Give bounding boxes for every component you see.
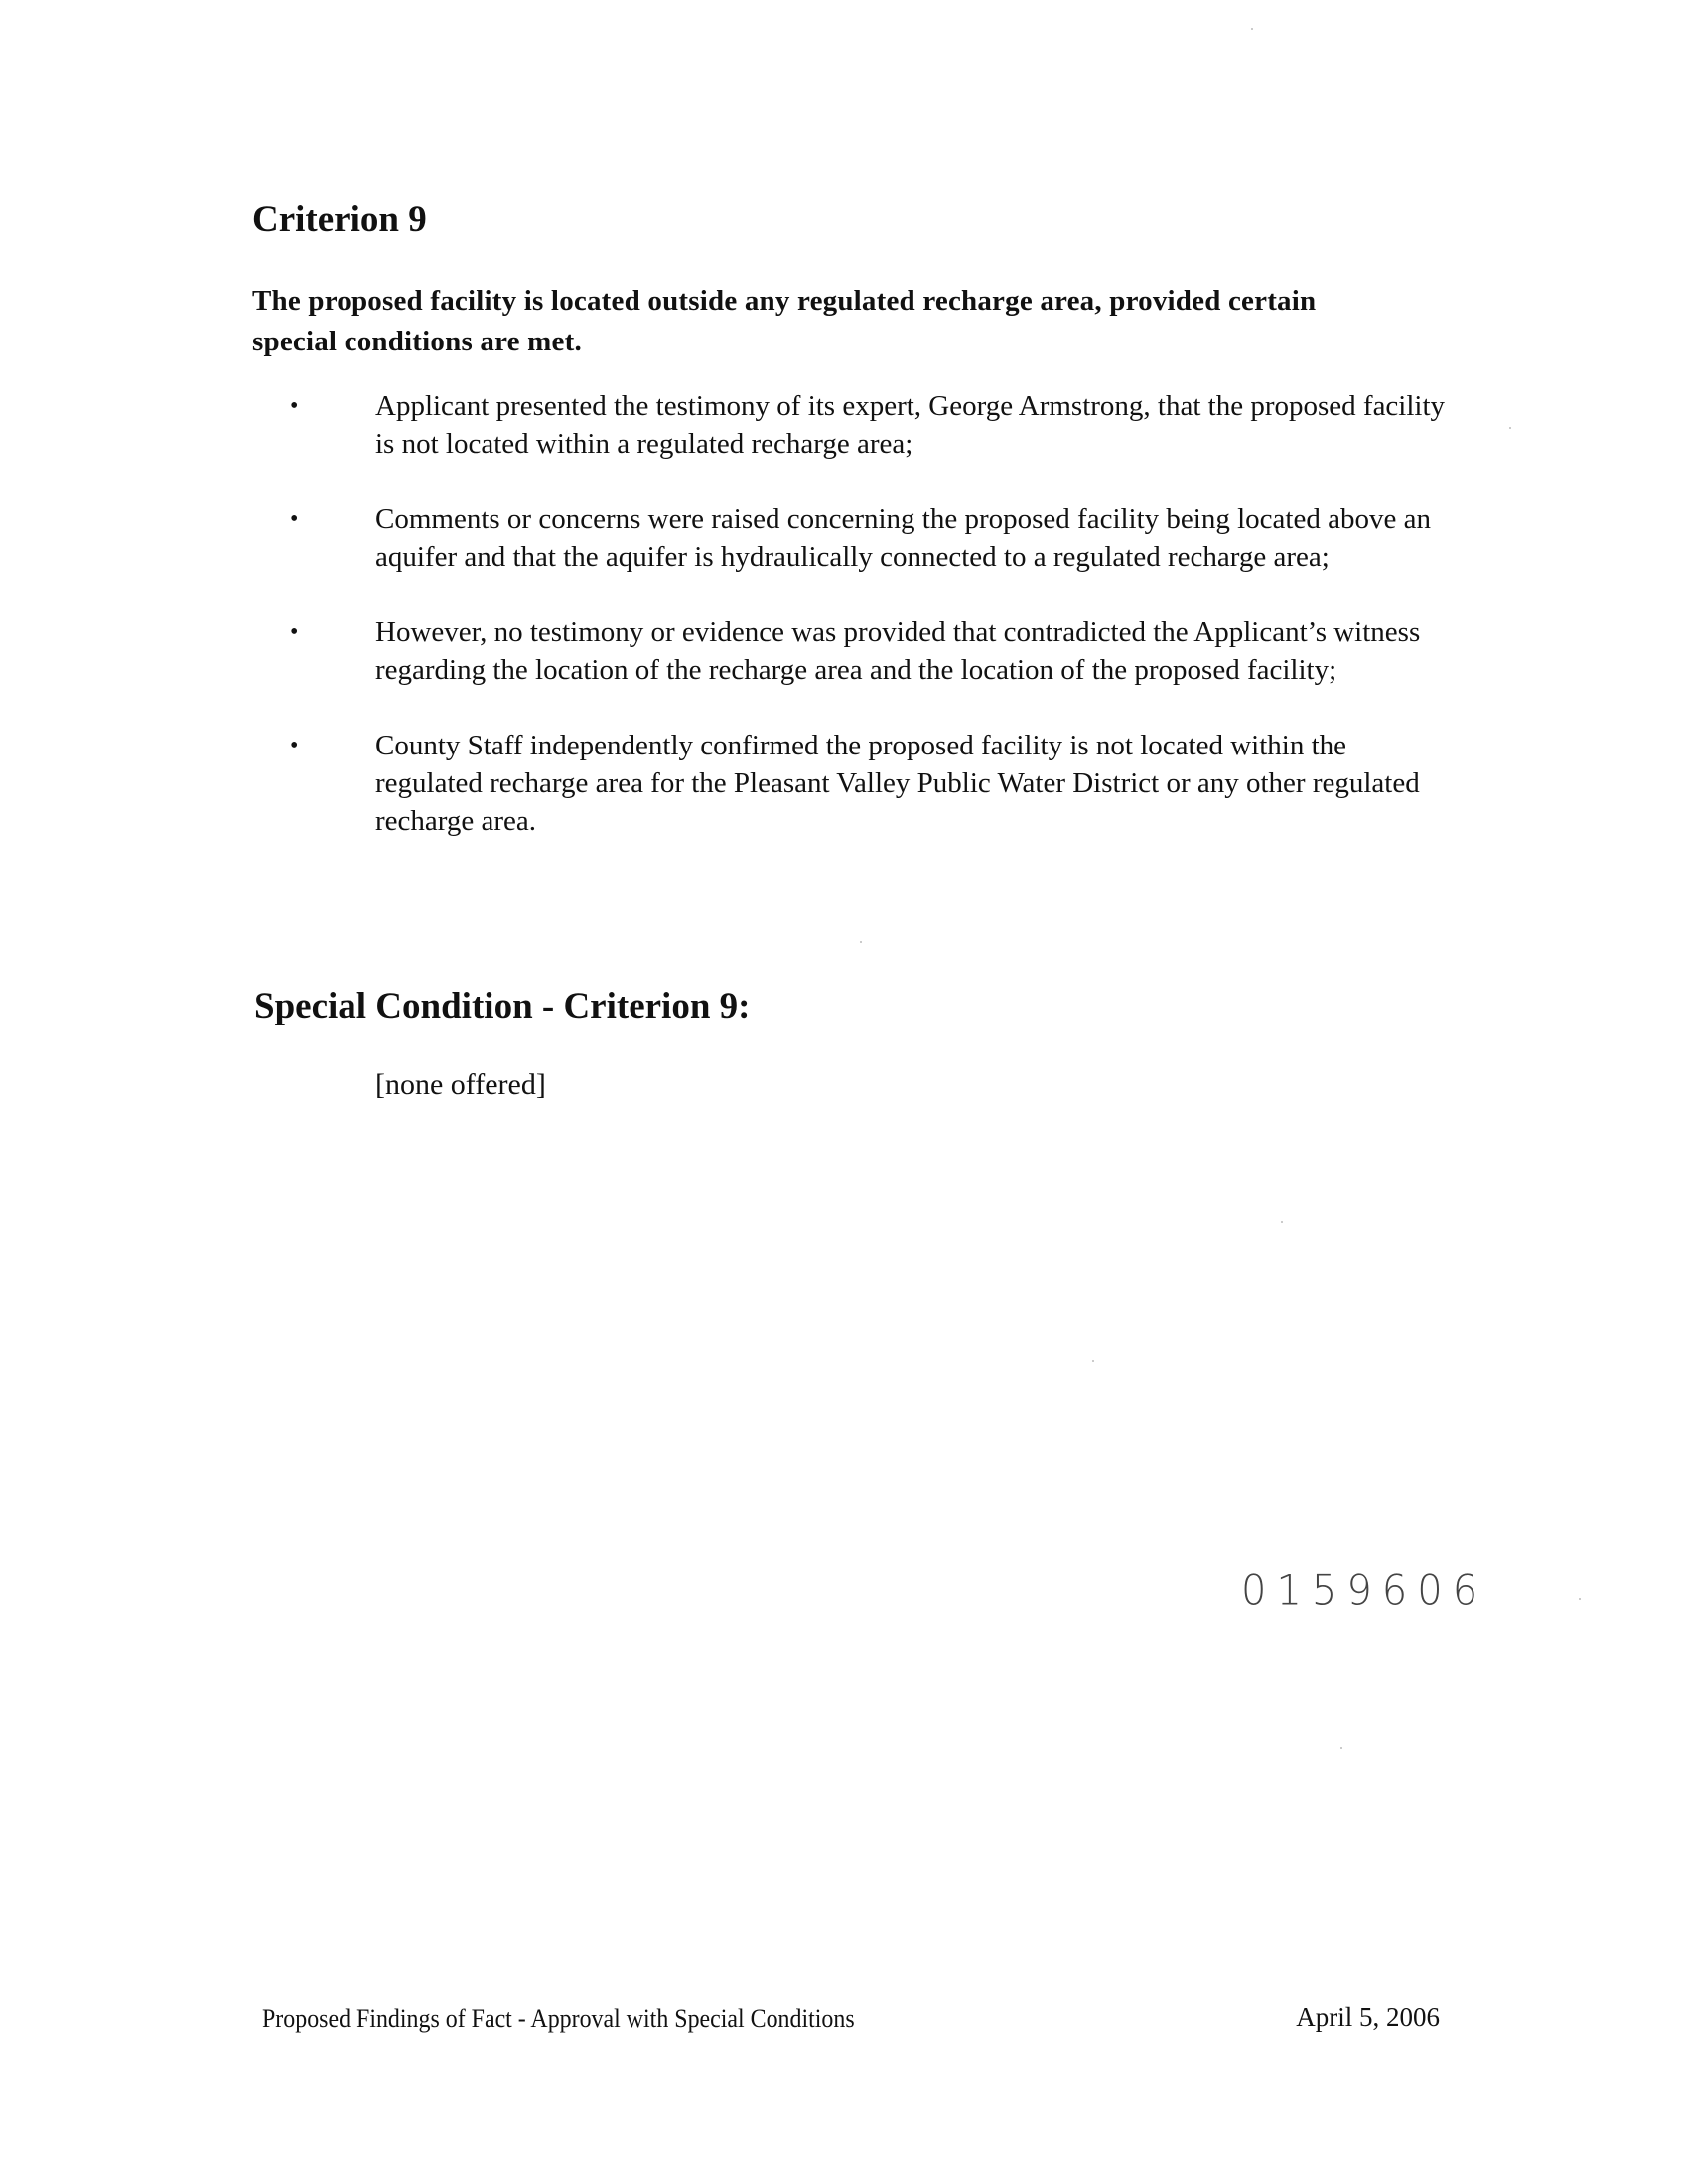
bullet-icon: • bbox=[290, 506, 299, 532]
finding-text: However, no testimony or evidence was provided that contradicted the Applicant’s witness regarding the location of the recharge area and the location of the proposed facility; bbox=[375, 616, 1421, 686]
finding-item bbox=[0, 727, 1684, 840]
scan-speck bbox=[1092, 1360, 1094, 1362]
bullet-icon: • bbox=[290, 619, 299, 645]
finding-item bbox=[0, 387, 1684, 463]
footer-title: Proposed Findings of Fact - Approval with Special Conditions bbox=[262, 2004, 855, 2033]
criterion-lead-statement: The proposed facility is located outside any regulated recharge area, provided certain special conditions are met. bbox=[252, 285, 1317, 357]
bullet-icon: • bbox=[290, 733, 299, 758]
special-condition-heading: Special Condition - Criterion 9: bbox=[254, 986, 751, 1026]
finding-text: County Staff independently confirmed the proposed facility is not located within the regulated recharge area for the Pleasant Valley Public Water District or any other regulated recharge area. bbox=[375, 730, 1420, 837]
finding-item bbox=[0, 500, 1684, 576]
bullet-icon: • bbox=[290, 393, 299, 419]
document-stamp-number: 0159606 bbox=[1241, 1567, 1488, 1616]
finding-text: Applicant presented the testimony of its expert, George Armstrong, that the proposed facility is not located within a regulated recharge area; bbox=[375, 390, 1446, 460]
criterion-heading: Criterion 9 bbox=[252, 200, 427, 240]
scan-speck bbox=[1579, 1598, 1581, 1600]
scan-speck bbox=[1340, 1747, 1342, 1749]
findings-list bbox=[0, 387, 1684, 878]
scan-speck bbox=[1251, 28, 1253, 30]
finding-text: Comments or concerns were raised concerning the proposed facility being located above an aquifer and that the aquifer is hydraulically connected to a regulated recharge area; bbox=[375, 503, 1431, 573]
scan-speck bbox=[860, 941, 862, 943]
special-condition-body: [none offered] bbox=[375, 1068, 546, 1101]
finding-item bbox=[0, 614, 1684, 689]
scan-speck bbox=[1509, 427, 1511, 429]
scan-speck bbox=[1281, 1221, 1283, 1223]
footer-date: April 5, 2006 bbox=[1296, 2002, 1440, 2032]
